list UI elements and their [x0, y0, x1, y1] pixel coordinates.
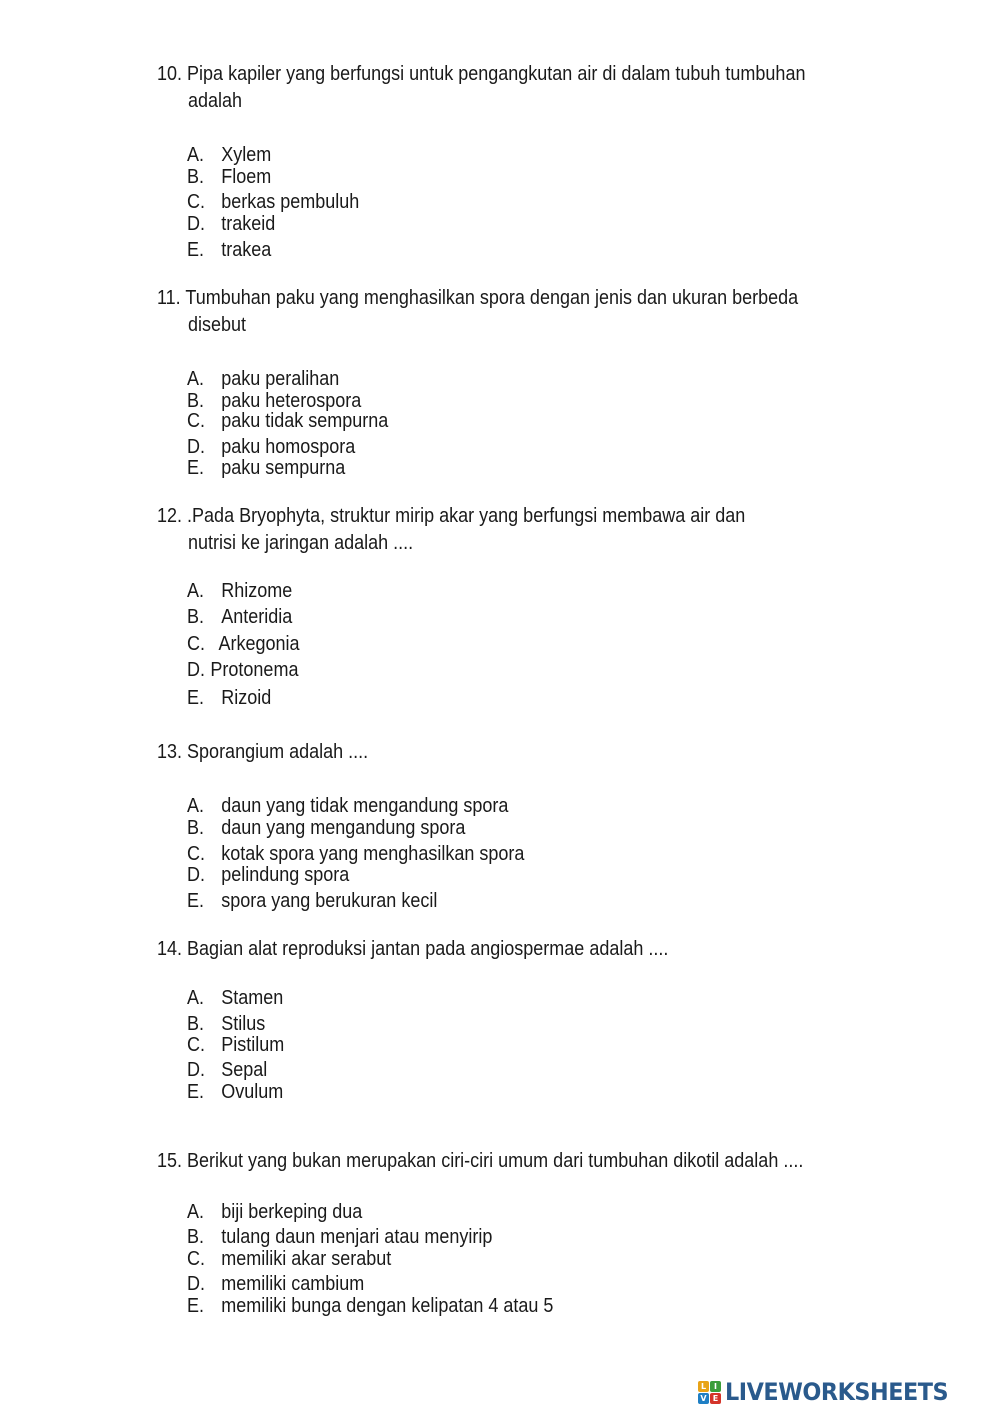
question-number: 12.: [157, 505, 183, 527]
liveworksheets-logo-icon: [698, 1381, 721, 1404]
logo-tile: L: [698, 1381, 709, 1392]
option-text: Xylem: [221, 144, 272, 166]
option-e[interactable]: [187, 686, 271, 710]
option-text: paku sempurna: [221, 457, 346, 479]
question-number: 15.: [157, 1150, 183, 1172]
option-letter: A.: [187, 580, 205, 602]
option-text: biji berkeping dua: [221, 1201, 363, 1223]
option-text: trakeid: [221, 213, 276, 235]
option-b[interactable]: [187, 816, 465, 840]
option-letter: D.: [187, 1273, 205, 1295]
question-14: [157, 937, 668, 961]
option-letter: B.: [187, 1013, 205, 1035]
option-text: trakea: [221, 239, 272, 261]
question-10: [157, 62, 805, 86]
option-text: spora yang berukuran kecil: [221, 890, 438, 912]
option-e[interactable]: [187, 238, 271, 262]
question-text: Sporangium adalah ....: [187, 741, 369, 763]
question-text: Bagian alat reproduksi jantan pada angiospermae adalah ....: [187, 938, 669, 960]
option-e[interactable]: [187, 1294, 553, 1318]
option-letter: D.: [187, 864, 205, 886]
option-a[interactable]: [187, 986, 283, 1010]
question-number: 10.: [157, 63, 183, 85]
option-b[interactable]: [187, 1225, 492, 1249]
option-text: Rhizome: [221, 580, 293, 602]
option-text: Sepal: [221, 1059, 268, 1081]
option-c[interactable]: [187, 632, 300, 656]
option-text: kotak spora yang menghasilkan spora: [221, 843, 525, 865]
option-letter: A.: [187, 795, 205, 817]
option-letter: E.: [187, 1295, 205, 1317]
option-letter: A.: [187, 368, 205, 390]
option-text: Arkegonia: [218, 633, 300, 655]
option-d[interactable]: [187, 1272, 364, 1296]
option-letter: E.: [187, 239, 205, 261]
question-13: [157, 740, 368, 764]
question-15: [157, 1149, 803, 1173]
option-d[interactable]: [187, 863, 349, 887]
option-letter: C.: [187, 843, 205, 865]
option-d[interactable]: [187, 212, 275, 236]
option-text: paku homospora: [221, 436, 356, 458]
option-e[interactable]: [187, 1080, 283, 1104]
option-letter: E.: [187, 890, 205, 912]
option-letter: A.: [187, 1201, 205, 1223]
option-letter: C.: [187, 633, 205, 655]
option-letter: E.: [187, 687, 205, 709]
question-number: 11.: [157, 287, 181, 309]
option-letter: A.: [187, 987, 205, 1009]
option-text: Stilus: [221, 1013, 266, 1035]
question-12: [157, 504, 745, 528]
option-d[interactable]: [187, 658, 298, 682]
option-text: memiliki cambium: [221, 1273, 365, 1295]
question-text: .Pada Bryophyta, struktur mirip akar yang berfungsi membawa air dan: [187, 505, 746, 527]
question-text: Berikut yang bukan merupakan ciri-ciri umum dari tumbuhan dikotil adalah ....: [187, 1150, 804, 1172]
option-c[interactable]: [187, 409, 388, 433]
option-text: Anteridia: [221, 606, 293, 628]
option-a[interactable]: [187, 367, 339, 391]
option-text: Ovulum: [221, 1081, 284, 1103]
option-b[interactable]: [187, 605, 292, 629]
option-letter: D.: [187, 436, 205, 458]
option-letter: B.: [187, 817, 205, 839]
option-text: Protonema: [210, 659, 299, 681]
logo-tile: E: [710, 1393, 721, 1404]
option-letter: C.: [187, 410, 205, 432]
option-text: berkas pembuluh: [221, 191, 360, 213]
option-a[interactable]: [187, 1200, 362, 1224]
option-text: memiliki akar serabut: [221, 1248, 392, 1270]
question-number: 14.: [157, 938, 183, 960]
option-letter: B.: [187, 390, 205, 412]
option-a[interactable]: [187, 579, 292, 603]
option-letter: E.: [187, 457, 205, 479]
option-letter: B.: [187, 166, 205, 188]
logo-tile: I: [710, 1381, 721, 1392]
option-letter: D.: [187, 1059, 205, 1081]
option-c[interactable]: [187, 1033, 284, 1057]
option-text: paku peralihan: [221, 368, 340, 390]
logo-tile: V: [698, 1393, 709, 1404]
brand-name: LIVEWORKSHEETS: [725, 1378, 949, 1406]
option-text: paku heterospora: [221, 390, 362, 412]
option-text: daun yang tidak mengandung spora: [221, 795, 509, 817]
option-text: Rizoid: [221, 687, 272, 709]
option-text: Floem: [221, 166, 272, 188]
option-text: daun yang mengandung spora: [221, 817, 466, 839]
option-text: pelindung spora: [221, 864, 350, 886]
option-letter: D.: [187, 659, 205, 681]
question-text: Tumbuhan paku yang menghasilkan spora dengan jenis dan ukuran berbeda: [185, 287, 799, 309]
option-b[interactable]: [187, 165, 271, 189]
option-text: Pistilum: [221, 1034, 285, 1056]
option-e[interactable]: [187, 889, 437, 913]
option-letter: B.: [187, 1226, 205, 1248]
question-11: [157, 286, 798, 310]
option-text: memiliki bunga dengan kelipatan 4 atau 5: [221, 1295, 554, 1317]
option-letter: B.: [187, 606, 205, 628]
liveworksheets-brand: [698, 1378, 965, 1406]
option-c[interactable]: [187, 1247, 391, 1271]
option-text: tulang daun menjari atau menyirip: [221, 1226, 493, 1248]
question-text-continued: nutrisi ke jaringan adalah ....: [188, 532, 414, 554]
option-letter: A.: [187, 144, 205, 166]
question-text: Pipa kapiler yang berfungsi untuk pengangkutan air di dalam tubuh tumbuhan: [187, 63, 806, 85]
option-d[interactable]: [187, 1058, 267, 1082]
option-letter: E.: [187, 1081, 205, 1103]
option-letter: D.: [187, 213, 205, 235]
option-letter: C.: [187, 191, 205, 213]
option-text: paku tidak sempurna: [221, 410, 389, 432]
question-text-continued: disebut: [188, 314, 247, 336]
option-a[interactable]: [187, 143, 271, 167]
option-text: Stamen: [221, 987, 284, 1009]
option-c[interactable]: [187, 190, 359, 214]
option-e[interactable]: [187, 456, 345, 480]
question-number: 13.: [157, 741, 183, 763]
question-text-continued: adalah: [188, 90, 243, 112]
option-a[interactable]: [187, 794, 508, 818]
option-letter: C.: [187, 1034, 205, 1056]
option-letter: C.: [187, 1248, 205, 1270]
